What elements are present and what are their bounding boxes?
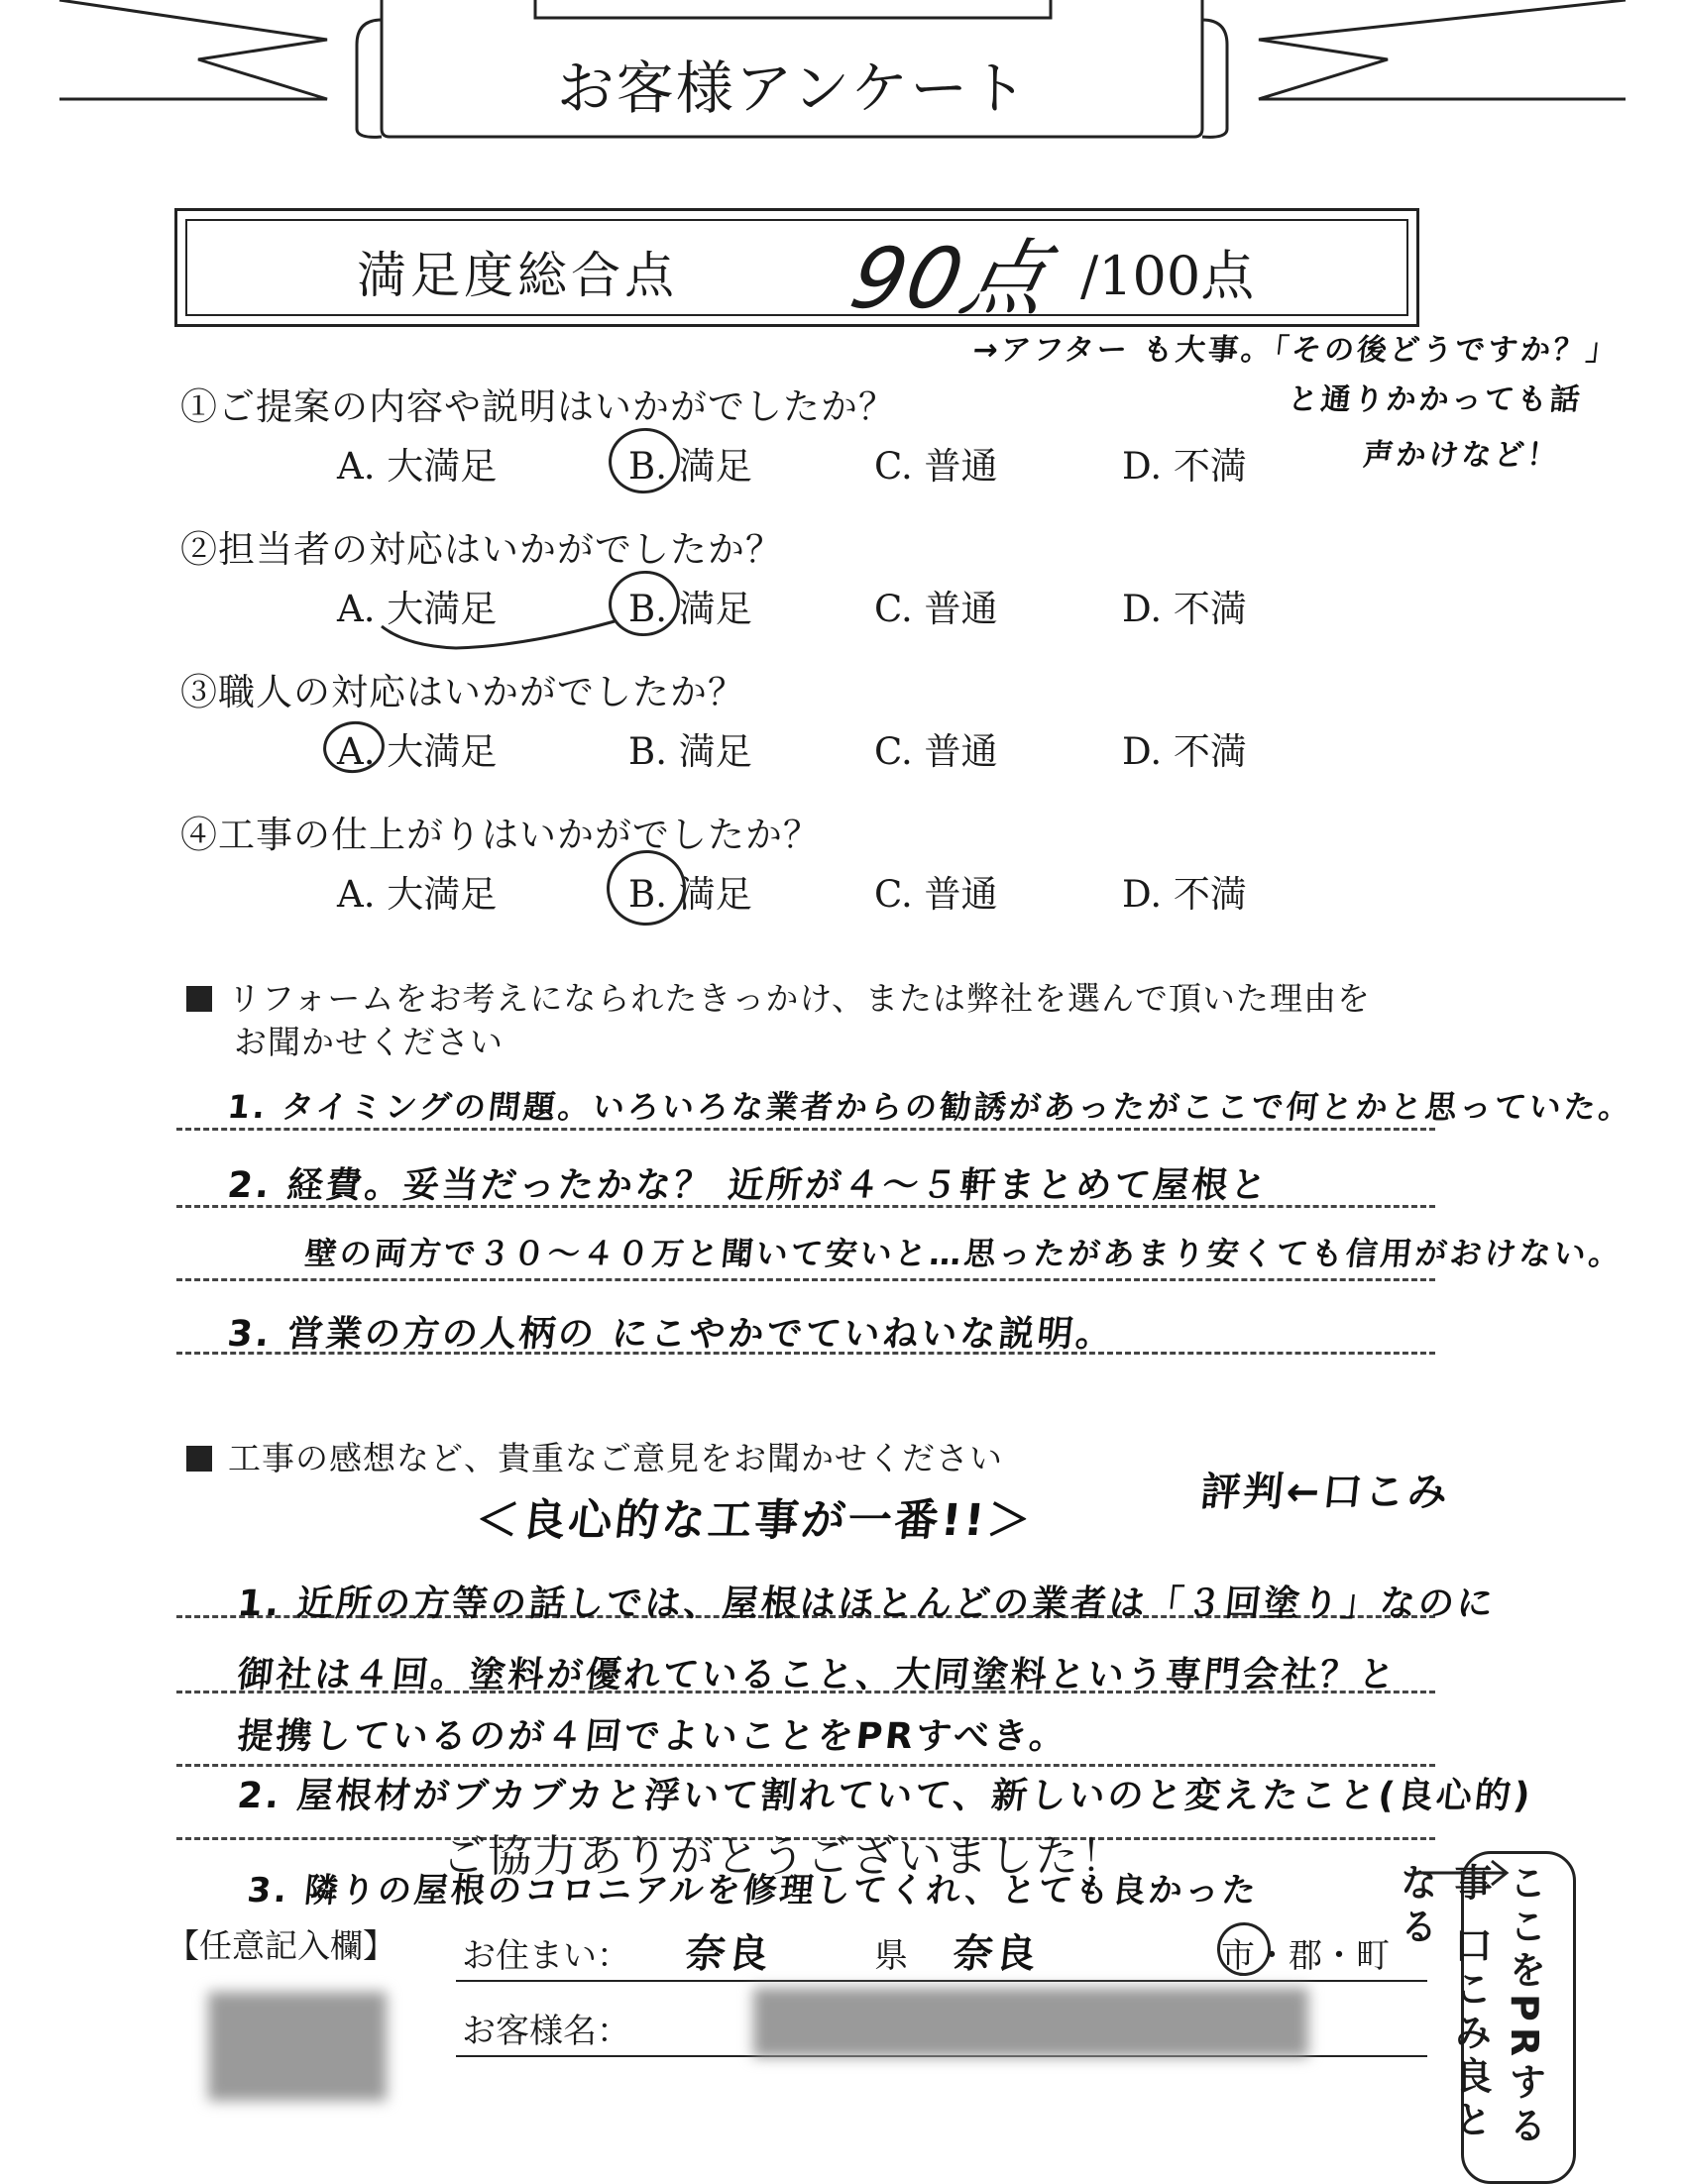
q2-option-b: B. 満足 — [628, 588, 752, 630]
q1-option-d: D. 不満 — [1122, 445, 1247, 488]
section2-answer-1-cont: 御社は４回。塗料が優れていること、大同塗料という専門会社？と — [235, 1655, 1400, 1695]
q1-option-b: B. 満足 — [628, 445, 752, 488]
q2-option-c: C. 普通 — [874, 588, 998, 630]
redacted-name — [753, 1988, 1308, 2057]
section1-answer-1: 1. タイミングの問題。いろいろな業者からの勧誘があったがここで何とかと思っていた。 — [225, 1088, 1635, 1126]
prefecture-suffix: 県 — [874, 1936, 908, 1976]
score-note-line2: と通りかかっても話 — [1286, 382, 1585, 417]
section2-answer-3: 3. 隣りの屋根のコロニアルを修理してくれ、とても良かった — [245, 1871, 1261, 1911]
redacted-area — [208, 1992, 387, 2101]
prefecture-handwritten: 奈良 — [683, 1931, 774, 1977]
score-note-line1: →アフター も大事。「その後どうですか？」 — [970, 333, 1621, 368]
question-4: ④工事の仕上がりはいかがでしたか？ — [180, 814, 821, 856]
q3-option-a: A. 大満足 — [337, 730, 498, 773]
q2-option-a: A. 大満足 — [337, 588, 498, 630]
score-label: 満足度総合点 — [357, 247, 678, 304]
section2-answer-1-cont2: 提携しているのが４回でよいことをPRすべき。 — [235, 1716, 1070, 1757]
q2-handwritten-stroke — [377, 606, 634, 656]
section2-heading: 工事の感想など、貴重なご意見をお聞かせください — [186, 1433, 1003, 1479]
q1-option-c: C. 普通 — [874, 445, 998, 488]
score-max: /100点 — [1080, 245, 1255, 307]
section2-headline: ＜良心的な工事が一番!!＞ — [472, 1495, 1037, 1546]
customer-name-label: お客様名： — [462, 2012, 630, 2051]
q3-option-d: D. 不満 — [1122, 730, 1247, 773]
section1-answer-3: 3. 営業の方の人柄の にこやかでていねいな説明。 — [225, 1314, 1117, 1355]
section2-answer-2: 2. 屋根材がブカブカと浮いて割れていて、新しいのと変えたこと(良心的) — [235, 1776, 1535, 1816]
bullet-square-icon — [186, 1446, 212, 1472]
section1-answer-2: 2. 経費。妥当だったかな？ 近所が４～５軒まとめて屋根と — [225, 1165, 1272, 1206]
q4-option-b: B. 満足 — [628, 873, 752, 916]
section1-heading-line2: お聞かせください — [234, 1023, 504, 1061]
city-handwritten: 奈良 — [951, 1931, 1042, 1977]
arrow-icon — [1407, 1813, 1526, 1893]
q2-option-d: D. 不満 — [1122, 588, 1247, 630]
section1-heading: リフォームをお考えになられたきっかけ、または弊社を選んで頂いた理由を — [186, 973, 1371, 1020]
question-3: ③職人の対応はいかがでしたか？ — [180, 671, 745, 713]
answer-line — [176, 1278, 1435, 1281]
section2-side-note: 評判←口こみ — [1198, 1470, 1453, 1515]
question-2: ②担当者の対応はいかがでしたか？ — [180, 528, 783, 571]
question-1: ①ご提案の内容や説明はいかがでしたか？ — [180, 385, 896, 428]
thanks-message: ご協力ありがとうございました！ — [442, 1831, 1126, 1882]
score-note-line3: 声かけなど！ — [1361, 438, 1562, 473]
section1-answer-2-cont: 壁の両方で３０～４０万と聞いて安いと…思ったがあまり安くても信用がおけない。 — [302, 1235, 1626, 1272]
section2-answer-1: 1. 近所の方等の話しでは、屋根はほとんどの業者は「３回塗り」なのに — [235, 1583, 1499, 1624]
q1-option-a: A. 大満足 — [337, 445, 498, 488]
q4-option-d: D. 不満 — [1122, 873, 1247, 916]
city-suffix: 市・郡・町 — [1221, 1936, 1390, 1976]
score-handwritten-value: 90点 — [842, 230, 1059, 327]
answer-line — [176, 1764, 1435, 1767]
vertical-note: ここをPRする事 口こみ良となる — [1394, 1863, 1546, 2150]
survey-title: お客様アンケート — [556, 55, 1030, 122]
address-underline — [456, 1980, 1427, 1982]
answer-line — [176, 1128, 1435, 1131]
q4-option-c: C. 普通 — [874, 873, 998, 916]
q4-option-a: A. 大満足 — [337, 873, 498, 916]
address-label: お住まい： — [462, 1936, 630, 1976]
bullet-square-icon — [186, 986, 212, 1012]
q3-option-c: C. 普通 — [874, 730, 998, 773]
q3-option-b: B. 満足 — [628, 730, 752, 773]
free-field-label: 【任意記入欄】 — [167, 1926, 395, 1965]
